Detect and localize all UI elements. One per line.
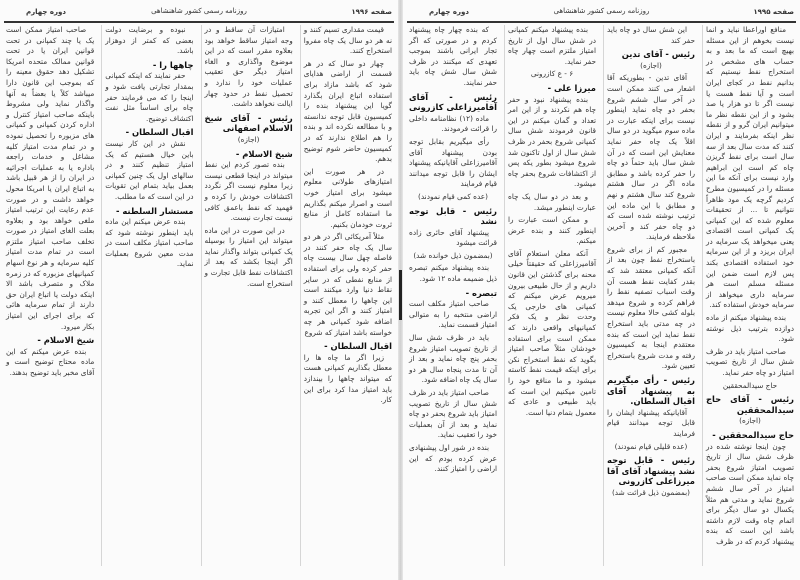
speaker-heading: میرزا علی - [547, 82, 596, 93]
paragraph: آقای تدین - بطوریکه آقا اشعار می کنند ممکن است در آخر سال ششم شروع بحفر دو چاه نماید اینطور نیست برای اینکه عبارت در ماده سوم میگوید در دو سال اقلاً یک چاه حفر نماید معنایش این است که در آن شش سال باید حتماً دو چاه را حفر کرده باشد و مطابق ماده اگر در سال هشتم شروع کند سال هشتم و نهم و مطابق با این ماده این ترتیب نوشته شده است که دو چاه حفر کند و آخرین ملاحظه فرمایند. [607, 73, 695, 242]
text-column [504, 25, 599, 566]
speaker-heading: رئیس - آقای آقامیرزاعلی کازرونی [408, 91, 497, 113]
paragraph: و ممکن است عبارت را اینطور کنند و بنده عرض میکنم. [508, 215, 596, 246]
newspaper-title: روزنامه رسمی کشور شاهنشاهی [553, 7, 650, 15]
speaker-heading: اقبال السلطان - [324, 341, 392, 352]
paragraph: امتیازات آن ساقط و در وجه امتیاز ساقط خواهد بود بعلاوه مقرر است که در این موضوع واگذاری و الغاء امتیاز دیگر حق تعقیب عملیات خود را ندارد و تحصیل نفط در حدود چهار ایالت نخواهد داشت. [204, 25, 293, 109]
newspaper-title: روزنامه رسمی کشور شاهنشاهی [151, 7, 247, 15]
text-columns [406, 25, 797, 566]
paragraph: بنده تصور کردم این نفط میتواند در اینجا قطعی نیست زیرا معلوم نیست اگر نگردد اکتشافات خودش را کرده و فهمید که نفط باعمق کافی نیست تجارت نیست. [204, 160, 293, 223]
centered-note: (اجازه) [739, 416, 761, 426]
text-column [406, 25, 500, 566]
paragraph: زیرا اگر ما چاه ها را معطل بگذاریم کمپانی هست که میتواند چاهها را بیندازد باید امتیاز مدا کرد برای این کار. [303, 352, 392, 405]
speaker-heading: شیخ الاسلام - [235, 148, 293, 159]
paragraph: صاحب امتیاز ممکن است یک یا چند کمپانی در تحت قوانین ایران یا در تحت قوانین ممالک متحده امریکا تشکیل دهد حقوق معینه را که بموجب این قانون دارا میباشد کلاً یا بعضاً به آنها واگذار نماید ولی مشروط باینکه صاحب امتیاز کنترل و اداره کردن کمپانی و کمپانی های مزبوره را تحصیل نموده و در تمام مدت امتیاز کلیه مشاغل و خدمات راجعه باداره یا به عملیات اجرائیه در ایران را از هر قبیل باشد به اتباع ایران یا امریکا محول خواهد داشت و در صورت عدم رعایت این ترتیب امتیاز ملغی خواهد بود و بعلاوه بعلت الغای امتیاز در صورت تخلف صاحب امتیاز ملتزم است در تمام مدت امتیاز کلیه سرمایه و هر نوع اسهام کمپانیهای مزبوره که در زمره ملاک و متصرف باشد الا اینکه دولت یا اتباع ایران حق دارند از تمام سرمایه هائی که برای اجرای این امتیاز بکار میرود. [6, 25, 95, 331]
text-column [101, 25, 196, 566]
centered-note: حاج سیدالمحققین [722, 380, 778, 390]
paragraph: آقایانیکه پیشنهاد ایشان را قابل توجه میدانند قیام فرمایند [607, 407, 695, 438]
centered-note: (بمضمون ذیل قرائت شد) [611, 487, 691, 497]
speaker-heading: مستشار السلطنه - [115, 205, 194, 216]
paragraph: چهار دو سال که در هر قسمت از اراضی هدایای شود که باشد مازاد برای استفاده اتباع ایران بگذارد گویا این پیشنهاد بنده را کمیسیون قابل توجه ندانسته و با مطالعه نکرده اند و بنده را هم اطلاع ندارند که در کمیسیون حاضر شوم توضیح بدهم. [303, 58, 392, 164]
text-columns [3, 25, 395, 566]
speaker-heading: شیخ الاسلام - [37, 335, 95, 346]
volume-label: دوره چهارم [429, 8, 469, 16]
speaker-heading: رئیس - رأی میگیریم به پیشنهاد آقای اقبال السلطان. [607, 375, 695, 407]
page-header [407, 4, 796, 22]
paragraph: صاحب امتیاز مکلف است اراضی منتخبه را به متوالی امتیاز قسمت نماید. [409, 299, 497, 330]
centered-note: (اجازه) [237, 134, 260, 144]
paragraph: چون اینجا نوشته شده در ظرف شش سال از تاریخ تصویب امتیاز شروع بحفر چاه نماید ممکن است صاحب امتیاز در آخر سال ششم شروع نماید و مدتی هم مثلاً یکسال دو سال دیگر برای اتمام چاه وقت لازم داشته باشد این است که بنده پیشنهاد کردم که در ظرف [706, 441, 794, 546]
paragraph: حفر نمایند که اینکه کمپانی بمقدار تجارتی یافت شود و اینجا را که می فرمایند حفر چاه برای اساساً مثل نفت اکتشاف توضیح. [105, 71, 194, 123]
left-page [0, 0, 398, 580]
header-rule [4, 21, 394, 23]
paragraph: صاحب امتیاز باید در ظرف شش سال از تاریخ تصویب امتیاز دو چاه حفر نماید. [706, 346, 794, 377]
page-number: صفحه ۱۹۹۶ [351, 8, 392, 16]
centered-note: (عده قلیلی قیام نمودند) [614, 441, 688, 451]
paragraph: قیمت مقداری تسیم کنند و نه هر دو سال یک چاه مفروا استخراج کنند. [303, 25, 392, 56]
text-column [603, 25, 698, 566]
paragraph: این شش سال دو چاه باید حفر کند [607, 25, 695, 45]
volume-label: دوره چهارم [26, 8, 66, 16]
centered-note: (اجازه) [640, 60, 662, 70]
paragraph: صاحب امتیاز باید در ظرف شش سال از تاریخ تصویب امتیاز باید شروع بحفر دو چاه نماید و بعد از آن بعملیات خود را تعقیب نماید. [409, 388, 497, 440]
right-page [403, 0, 800, 580]
paragraph: ماده (۱۲) نظامنامه داخلی را قرائت فرمودند. [409, 113, 497, 134]
paragraph: نقش در این کار نیست باین خیال هستیم که یک امتیاز تنظیم کنند و در سالهای اول یک چنین کمپانی بعمل بیاید بتمام این تقویات در این است که ما مطلب. [105, 138, 194, 201]
centered-note: (بمضمون ذیل خوانده شد) [413, 250, 493, 260]
paragraph: بنده پیشنهاد میکنم تبصره ذیل ضمیمه ماده ۱۲ شود. [409, 263, 497, 284]
paragraph: بنده عرض میکنم این ماده باید اینطور نوشته شود که صاحب امتیاز مکلف است در مدت معین شروع بعملیات نماید. [105, 217, 194, 269]
paragraph: بنده در شور اول پیشنهادی عرض کرده بودم که این اراضی را امتیاز کنند. [409, 442, 497, 474]
speaker-heading: رئیس - آقای شیخ الاسلام اصفهانی [204, 112, 293, 134]
paragraph: بنده پیشنهاد میکنم کمپانی در شش سال اول از تاریخ امتیاز ملتزم است چهار چاه حفر نماید. [508, 25, 596, 66]
page-header [4, 4, 394, 22]
paragraph: رأی میگیریم بقابل توجه بودن پیشنهاد آقای آقامیرزاعلی آقایانیکه پیشنهاد ایشان را قابل توجه میدانند قیام فرمایند [409, 136, 497, 189]
speaker-heading: تبصره - [465, 287, 497, 298]
centered-note: (عده کمی قیام نمودند) [418, 191, 488, 201]
paragraph: آنکه معلن استعلام آقای آقامیرزاعلی که حقیقتاً خیلی محنه برای گذشتن این قانون داریم و از حال طبیعی بیرون میرویم عرض میکنم که کمپانی های خارجی یک وحدت نظر و یک فکر کمپانیهای واقعی دارند که ممکن است برای استفاده خودشان مثلاً صاحب امتیاز بگوید که نفط استخراج نکن برای اینکه قیمت نفط کاسته میشود و ما منافع خود را تامین میکنیم این است که باید طبیعی و عادی که معمول بتمام دنیا است. [508, 248, 596, 417]
paragraph: مثلاً آمریکائی اگر در هر دو سال یک چاه حفر کنند در فاصله چهل سال بیست چاه حفر کرده ولی برای استفاده از منابع نفطی که در سایر نقاط دنیا وارد میکنند است این چاهها را معطل کنند و امتیاز کنند و اگر این تجربه اضافه شود کمپانی هر چه خواسته باشد امتیاز که شروع [303, 232, 392, 337]
speaker-heading: رئیس - قابل توجه نشد [409, 205, 497, 227]
paragraph: منافع اوراعطا نباید و انما نیست بخوهم از این مسئله بهیچ است که ما بعد و به حساب های مشخص در استخراج نفط نیستیم که بدانیم نفط در کجای ایران است و آیا نفط هست یا نیست اگر تا دو هزار یا صد بشود و از این نقطه نظر ما میتوانیم ایران گرو و از نقطه نظر اینکه بفرمایند و ایران کنند که مدت سال بعد از سه سال است برای نفط گریزن چاه کم است این ابراهیم وارد نیست برای آنکه ما این مسئله را در کمیسیون مطرح کردیم گرچه یک مود ظاهراً نتوانیم تا ... از تحقیقات معلوم شده که این کمپانی یک کمپانی است اقتصادی یعنی میخواهد یک سرمایه در ایران بریزد و از این سرمایه خود استفاده اقتصادی بکند پس لازم است ضمن این مسئله مسلم است هر سرمایه داری میخواهد از سرمایه خودش استفاده کند. [706, 25, 794, 310]
binding-mark [399, 270, 402, 320]
speaker-heading: حاج سیدالمحققین - [712, 429, 794, 440]
speaker-heading: چاهها را - [152, 59, 194, 70]
text-column [300, 25, 395, 566]
paragraph: بنده پیشنهاد نبود و حفر چاه هم نکردند و از این امر تعداد و گمان میکنم در این قانون فرمودند شش سال کمپانی شروع بحفر در ظرف شش سال از اول تاکنون شد شروع میشود بطور یکه پس از اکتشافات شروع بحفر چاه میشود. [508, 94, 596, 189]
centered-note: ۶ - ع کازرونی [530, 69, 574, 79]
speaker-heading: رئیس - آقای حاج سیدالمحققین [706, 394, 794, 415]
paragraph: مجبور کم از برای شروع باستخراج نفط چون بعد از آنکه کمپانی معتقد شد که بقدر کفایت نفط هست آن وقت اسباب تصفیه نفط را فراهم کرده و شروع میدهد بلوله کشی حالا معلوم نیست در چه مدتی باید استخراج نفط نماید این است که بنده معتقدم اینجا به کمیسیون رفته و مدت شروع باستخراج تعیین شود. [607, 244, 695, 371]
speaker-heading: رئیس - قابل توجه نشد پیشنهاد آقای آقا میرزاعلی کازرونی [607, 455, 695, 487]
text-column [702, 25, 797, 566]
paragraph: بنده عرض میکنم که این ماده محتاج توضیح است و آقای مخبر باید توضیح بدهند. [6, 346, 95, 377]
text-column [201, 25, 296, 566]
text-column [3, 25, 97, 566]
paragraph: در این صورت در این ماده میتواند این امتیاز را بوسیله یک کمپانی بتواند واگذار نماید اگر اینجا بکشد که بعد از اکتشافات نفط قابل تجارت و استخراج است. [204, 225, 293, 288]
paragraph: باید در ظرف شش سال از تاریخ تصویب امتیاز شروع بحفر پنج چاه نماید و بعد از آن تا مدت پنجاه سال هر دو سال یک چاه اضافه شود. [409, 333, 497, 385]
speaker-heading: رئیس - آقای تدین [621, 49, 695, 60]
paragraph: در هر صورت این امتیازهای طولانی معلوم میشود برای امتیاز خوب است و اصرار میکنم بگذاریم ما استفاده کامل از منابع ثروت خودمان بکنیم. [303, 166, 392, 229]
page-number: صفحه ۱۹۹۵ [753, 8, 794, 16]
paragraph: و بعد در دو سال یک چاه عبارت اینطور میشد. [508, 191, 596, 212]
header-rule [407, 21, 796, 23]
paragraph: که بنده چهار چاه پیشنهاد کردم و در صورتی که اگر تجار ایرانی باشند بموجب تعهدی که میکنند در ظرف شش سال شش چاه باید حفر نمایند. [409, 25, 497, 87]
paragraph: پیشنهاد آقای حائری زاده قرائت میشود [409, 227, 497, 248]
paragraph: نبوده و برضایت دولت بعضی که کمتر از دوهزار باشد. [105, 25, 194, 56]
speaker-heading: اقبال السلطان - [125, 127, 194, 138]
paragraph: بنده پیشنهاد میکنم از ماده دوازده بترتیب ذیل نوشته شود. [706, 313, 794, 344]
